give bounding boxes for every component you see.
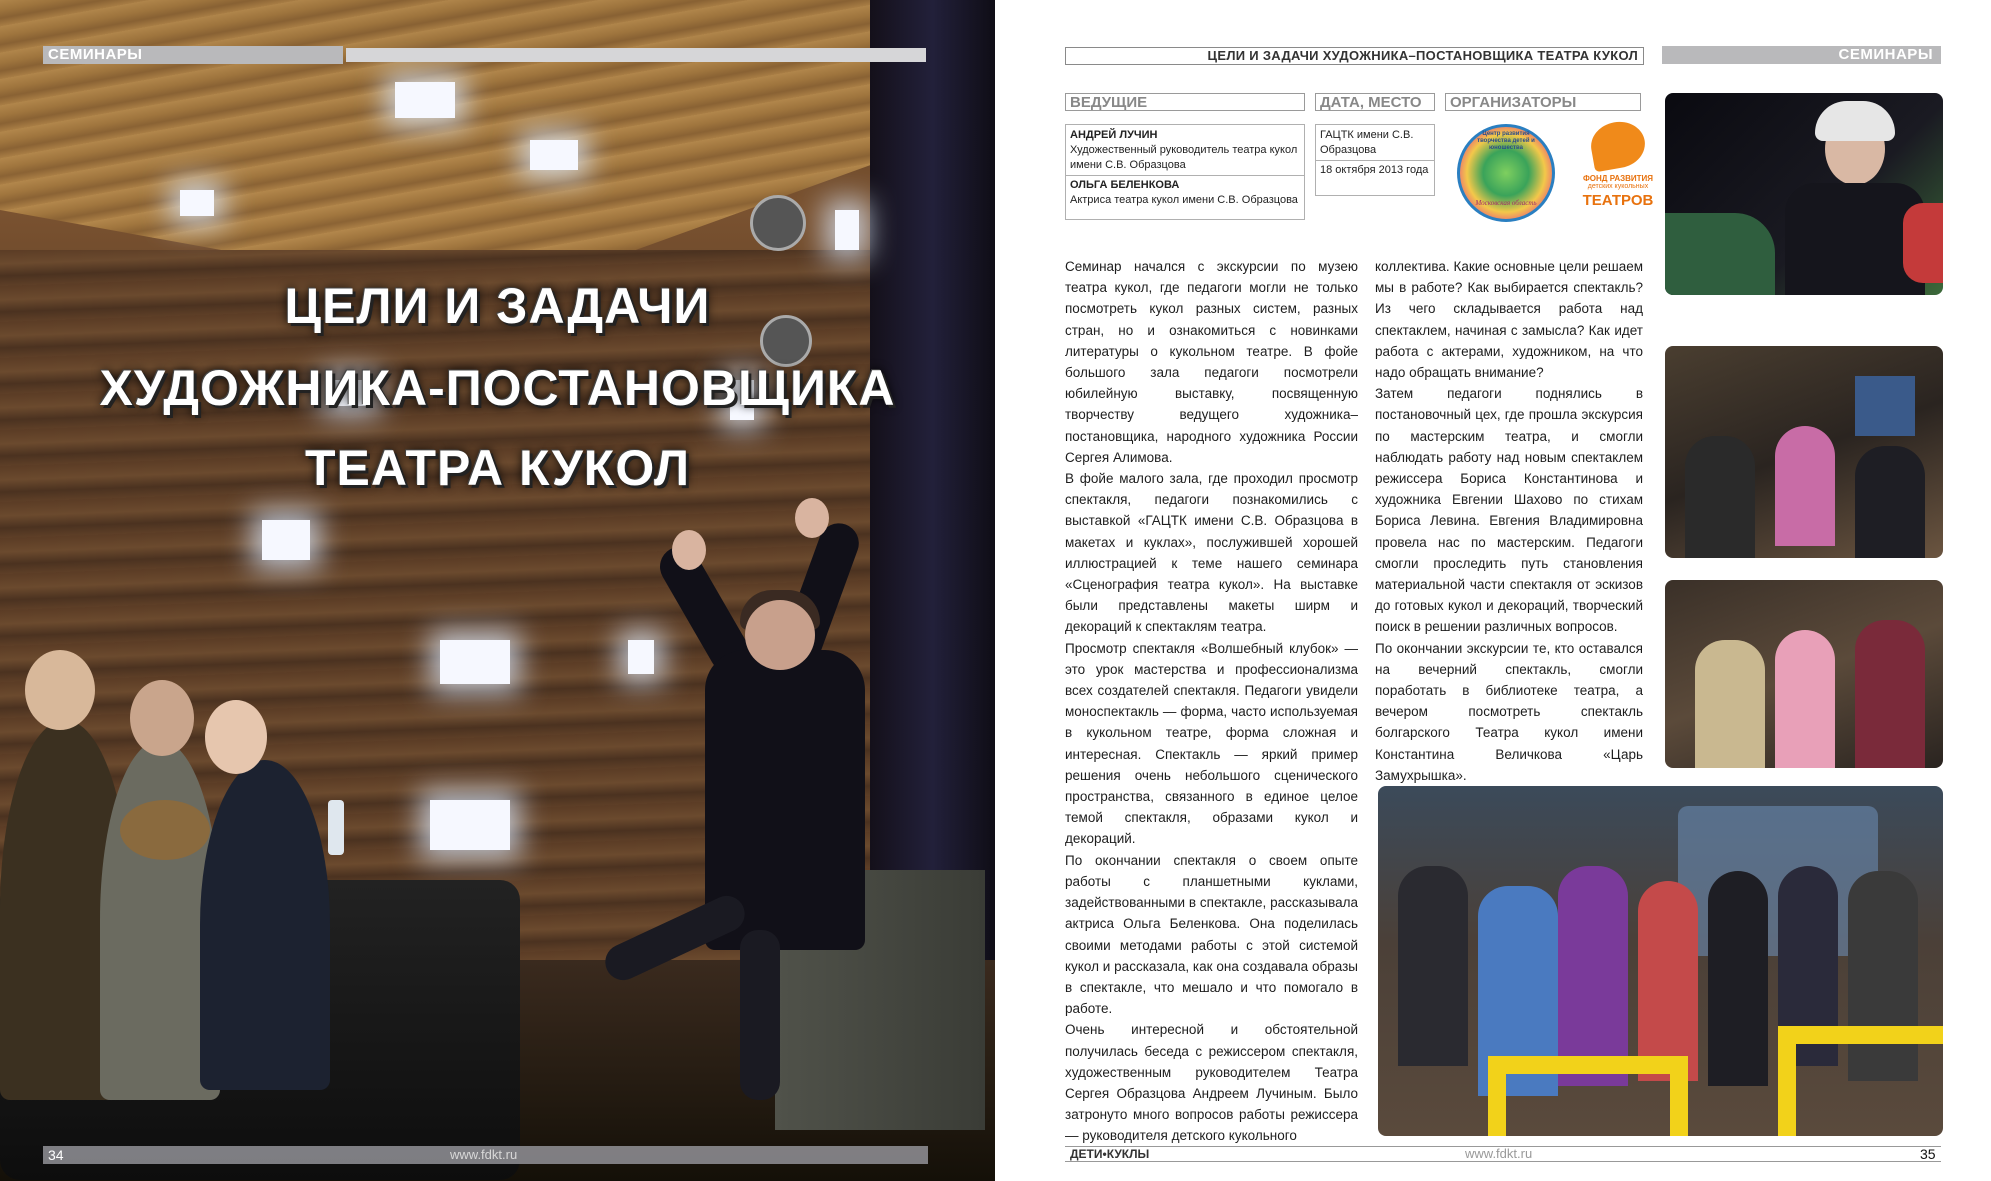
article-title-line-2: ХУДОЖНИКА-ПОСТАНОВЩИКА [99, 360, 896, 416]
host-name: ОЛЬГА БЕЛЕНКОВА [1070, 179, 1180, 191]
photo-poster [1855, 376, 1915, 436]
photo-person [1685, 436, 1755, 558]
audience-member [200, 760, 330, 1090]
org-center-logo-icon [1457, 124, 1555, 222]
hosts-box [1065, 124, 1305, 220]
wall-light [628, 640, 654, 674]
paragraph: По окончании спектакля о своем опыте работы с планшетными куклами, задействованными в спектакле, рассказывала актриса Ольга Беленкова. Она поделилась своими методами работы с этой системой кукол и рассказала, как она создавала образы в спектакле, что мешало и что помогало в работе. [1065, 852, 1358, 1017]
performer-hand [672, 530, 706, 570]
right-footer-url: www.fdkt.ru [1465, 1146, 1533, 1161]
running-header [1065, 47, 1644, 65]
date-place-heading: ДАТА, МЕСТО [1315, 93, 1435, 111]
right-section-bar [1662, 46, 1941, 64]
performer-leg [740, 930, 780, 1100]
article-column-1 [1065, 256, 1358, 1147]
photo-foliage [1665, 213, 1775, 295]
org-fund-line1: ФОНД РАЗВИТИЯ [1582, 174, 1654, 183]
left-footer-url: www.fdkt.ru [450, 1147, 518, 1162]
host-role: Актриса театра кукол имени С.В. Образцова [1070, 194, 1298, 206]
wall-light [430, 800, 510, 850]
photo-red-object [1903, 203, 1943, 283]
date-place-box [1315, 124, 1435, 196]
wall-light [262, 520, 310, 560]
wall-light [440, 640, 510, 684]
photo-yellow-frame [1488, 1056, 1688, 1136]
photo-hair [1815, 101, 1895, 141]
left-section-label: СЕМИНАРЫ [48, 46, 143, 63]
paragraph: Семинар начался с экскурсии по музею театра кукол, где педагоги могли не только посмотреть кукол разных систем, разных стран, но и ознакомиться с новинками литературы о кукольном театре. В фойе большого зала педагоги посмотрели юбилейную выставку, посвященную творчеству ведущего художника–постановщика, народного художника России Сергея Алимова. [1065, 259, 1358, 465]
performer-hand [795, 498, 829, 538]
photo-yellow-frame [1778, 1026, 1943, 1136]
photo-person [1708, 871, 1768, 1086]
photo-person [1558, 866, 1628, 1086]
paragraph: По окончании экскурсии те, кто оставался на вечерний спектакль, смогли поработать в библиотеке театра, а вечером посмотреть спектакль болгарского Театра кукол имени Константина Величкова «Царь Замухрышка». [1375, 640, 1643, 783]
paragraph: коллектива. Какие основные цели решаем мы в работе? Как выбирается спектакль? Из чего складывается работа над спектаклем, начиная с замысла? Как идет работа с актерами, художником, на что надо обращать внимание? [1375, 259, 1643, 381]
article-title-line-1: ЦЕЛИ И ЗАДАЧИ [284, 278, 711, 334]
org-center-sign: Московская область [1475, 199, 1537, 207]
performer-head [745, 600, 815, 670]
spotlight-icon [750, 195, 806, 251]
photo-person [1775, 426, 1835, 546]
org-fund-line2: детских кукольных [1587, 183, 1649, 190]
paragraph: Просмотр спектакля «Волшебный клубок» — это урок мастерства и профессионализма всех создателей спектакля. Педагоги увидели моноспектакль — форма, часто используемая в кукольном театре, форма сложная и интересная. Спектакль — яркий пример решения очень небольшого сценического пространства, связанного в единое целое темой спектакля, образами кукол и декораций. [1065, 640, 1358, 847]
bird-icon [1587, 118, 1648, 173]
date-text: 18 октября 2013 года [1320, 164, 1429, 176]
right-section-label: СЕМИНАРЫ [1838, 46, 1933, 63]
article-title-line-3: ТЕАТРА КУКОЛ [304, 440, 691, 496]
organizers-heading: ОРГАНИЗАТОРЫ [1445, 93, 1641, 111]
water-bottle [328, 800, 344, 855]
audience-face [25, 650, 95, 730]
host-name: АНДРЕЙ ЛУЧИН [1070, 129, 1158, 141]
org-fund-line3: ТЕАТРОВ [1582, 192, 1654, 209]
photo-person [1855, 446, 1925, 558]
place-text: ГАЦТК имени С.В. Образцова [1320, 129, 1414, 156]
right-page-number: 35 [1920, 1146, 1936, 1162]
photo-person [1855, 620, 1925, 768]
org-center-ring-text: Центр развития творчества детей и юношества [1477, 131, 1535, 151]
photo-person [1398, 866, 1468, 1066]
wall-light [395, 82, 455, 118]
wall-light [530, 140, 578, 170]
audience-face [130, 680, 194, 756]
magazine-logo: ДЕТИ•КУКЛЫ [1070, 1147, 1150, 1161]
paragraph: В фойе малого зала, где проходил просмотр спектакля, педагоги познакомились с выставкой «ГАЦТК имени С.В. Образцова в макетах и куклах», послужившей хорошей иллюстрацией к теме нашего семинара «Сценография театра кукол». На выставке были представлены макеты ширм и декораций к спектаклям театра. [1065, 471, 1358, 635]
photo-workshop [1665, 346, 1943, 558]
hosts-heading: ВЕДУЩИЕ [1065, 93, 1305, 111]
puppet-dog [120, 800, 210, 860]
photo-person [1638, 881, 1698, 1081]
photo-person [1695, 640, 1765, 768]
photo-group [1378, 786, 1943, 1136]
photo-actress [1665, 93, 1943, 295]
audience-face [205, 700, 267, 774]
org-fund-logo [1573, 122, 1663, 214]
article-column-2 [1375, 256, 1643, 786]
right-page [995, 0, 1991, 1181]
wall-light [835, 210, 859, 250]
host-role: Художественный руководитель театра кукол имени С.В. Образцова [1070, 144, 1298, 171]
paragraph: Очень интересной и обстоятельной получилась беседа с режиссером спектакля, художественным руководителем Театра Сергея Образцова Андреем Лучиным. Было затронуто много вопросов работы режиссера — руководителя детского кукольного [1065, 1022, 1358, 1144]
left-page-number: 34 [48, 1147, 64, 1163]
wall-light [180, 190, 214, 216]
left-header-line [346, 48, 926, 62]
running-header-title: ЦЕЛИ И ЗАДАЧИ ХУДОЖНИКА–ПОСТАНОВЩИКА ТЕАТРА КУКОЛ [1207, 48, 1638, 63]
paragraph: Затем педагоги поднялись в постановочный цех, где прошла экскурсия по мастерским театра, и смогли наблюдать работу над новым спектаклем режиссера Бориса Константинова и художника Евгении Шахово по стихам Бориса Левина. Евгения Владимировна провела нас по мастерским. Педагоги смогли проследить путь становления материальной части спектакля от эскизов до готовых кукол и декораций, творческий поиск в решении различных вопросов. [1375, 386, 1643, 635]
photo-puppets [1665, 580, 1943, 768]
left-page-photo [0, 0, 995, 1181]
photo-person [1775, 630, 1835, 768]
